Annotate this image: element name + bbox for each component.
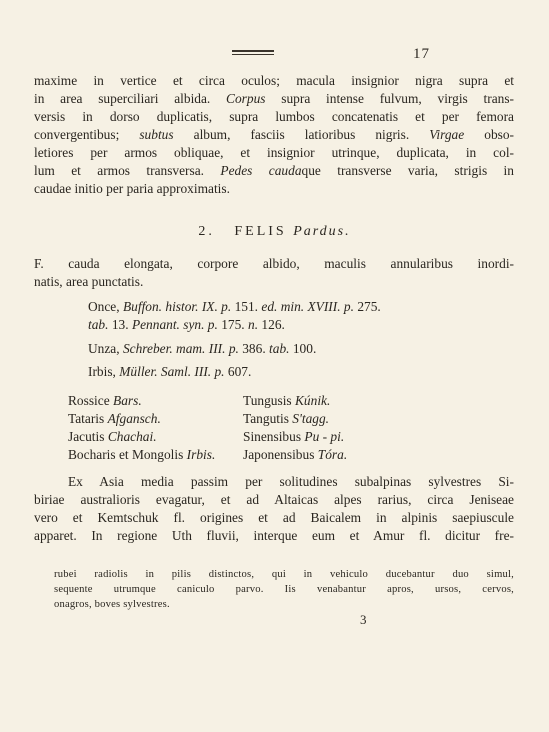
text-line: letiores per armos obliquae, et insignior utrinque, duplicata, in col-	[34, 145, 514, 160]
text-line: caudae initio per paria approximatis.	[34, 181, 230, 196]
header-ornament-rule	[232, 50, 274, 52]
reference-line: Unza, Schreber. mam. III. p. 386. tab. 100.	[88, 341, 317, 356]
footnote-line: onagros, boves sylvestres.	[54, 599, 170, 610]
diagnosis-line: natis, area punctatis.	[34, 274, 144, 289]
species-heading: 2. FELIS Pardus.	[198, 224, 351, 239]
vernacular-name: Tungusis Kúnik.	[243, 393, 331, 408]
vernacular-name: Tangutis S'tagg.	[243, 411, 330, 426]
text-line: in area superciliari albida. Corpus supra intense fulvum, virgis trans-	[34, 91, 514, 106]
text-line: apparet. In regione Uth fluvii, interque eum et Amur fl. dicitur fre-	[34, 528, 514, 543]
reference-line: tab. 13. Pennant. syn. p. 175. n. 126.	[88, 317, 285, 332]
footnote-line: rubei radiolis in pilis distinctos, qui in vehiculo ducebantur duo simul,	[54, 569, 514, 580]
page-number: 17	[413, 46, 430, 62]
diagnosis-line: F. cauda elongata, corpore albido, maculis annularibus inordi-	[34, 256, 514, 271]
text-line: biriae australioris evagatur, et ad Altaicas alpes rarius, circa Jeniseae	[34, 492, 514, 507]
signature-mark: 3	[360, 612, 367, 627]
vernacular-name: Japonensibus Tóra.	[243, 447, 348, 462]
text-line: versis in dorso duplicatis, supra lumbos concatenatis et per femora	[34, 109, 514, 124]
reference-line: Irbis, Müller. Saml. III. p. 607.	[88, 364, 252, 379]
vernacular-name: Tataris Afgansch.	[68, 411, 161, 426]
footnote-line: sequente utrumque caniculo parvo. Iis venabantur apros, ursos, cervos,	[54, 584, 514, 595]
text-line: convergentibus; subtus album, fasciis latioribus nigris. Virgae obso-	[34, 127, 515, 142]
vernacular-name: Sinensibus Pu - pi.	[243, 429, 345, 444]
text-line: lum et armos transversa. Pedes caudaque transverse varia, strigis in	[34, 163, 514, 178]
text-line: maxime in vertice et circa oculos; macula insignior nigra supra et	[34, 73, 514, 88]
vernacular-name: Bocharis et Mongolis Irbis.	[68, 447, 216, 462]
vernacular-name: Rossice Bars.	[68, 393, 142, 408]
reference-line: Once, Buffon. histor. IX. p. 151. ed. min. XVIII. p. 275.	[88, 299, 381, 314]
text-line: vero et Kemtschuk fl. origines et ad Baicalem in alpinis saepiuscule	[34, 510, 514, 525]
text-line: Ex Asia media passim per solitudines subalpinas sylvestres Si-	[68, 474, 514, 489]
vernacular-name: Jacutis Chachai.	[68, 429, 157, 444]
